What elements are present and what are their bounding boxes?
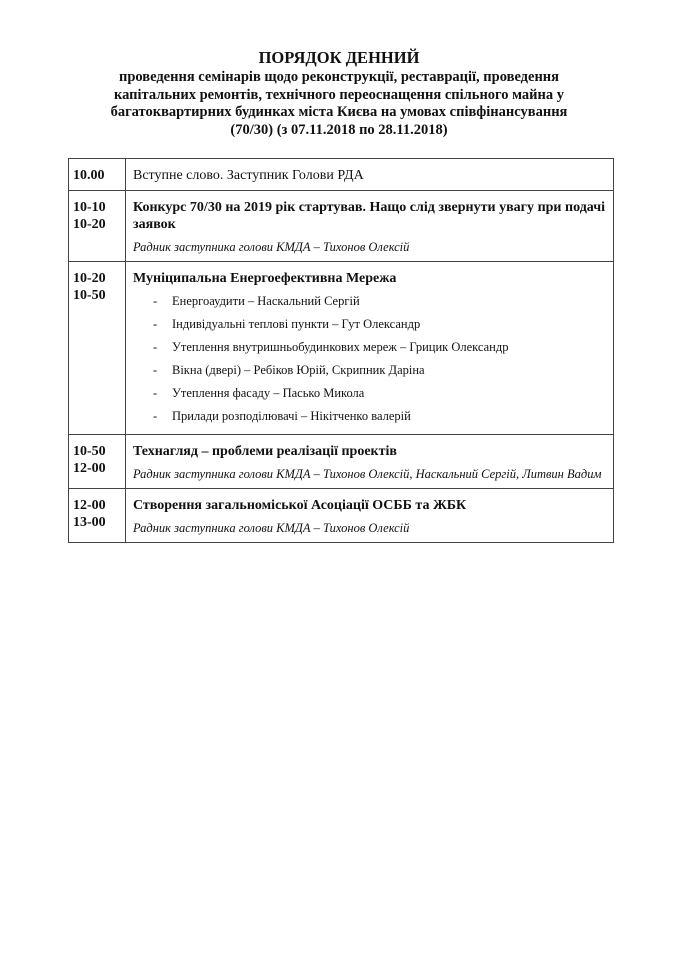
- document-subtitle: [60, 69, 618, 139]
- agenda-topic: Створення загальноміської Асоціації ОСББ та ЖБК: [133, 498, 467, 513]
- document-header: [60, 48, 618, 139]
- list-item: [133, 290, 605, 313]
- time-cell: [69, 191, 126, 262]
- time-end: 10-50: [73, 288, 106, 303]
- dash-bullet: -: [153, 340, 158, 354]
- content-cell: [126, 489, 614, 543]
- content-cell: [126, 159, 614, 191]
- time-start: 10-10: [73, 200, 106, 215]
- list-item-text: Вікна (двері) – Ребіков Юрій, Скрипник Даріна: [172, 363, 425, 377]
- time-start: 10-20: [73, 271, 106, 286]
- time-cell: [69, 435, 126, 489]
- list-item: [133, 313, 605, 336]
- agenda-row: [69, 435, 614, 489]
- agenda-topic: Конкурс 70/30 на 2019 рік стартував. Нащо слід звернути увагу при подачі заявок: [133, 200, 605, 232]
- document-title: ПОРЯДОК ДЕННИЙ: [258, 48, 420, 67]
- agenda-row: [69, 489, 614, 543]
- list-item: [133, 336, 605, 359]
- dash-bullet: -: [153, 294, 158, 308]
- list-item: [133, 405, 605, 428]
- subtitle-line: проведення семінарів щодо реконструкції, реставрації, проведення: [118, 69, 560, 85]
- dash-bullet: -: [153, 386, 158, 400]
- content-cell: [126, 262, 614, 435]
- agenda-row: [69, 191, 614, 262]
- agenda-topic: Муніципальна Енергоефективна Мережа: [133, 271, 397, 286]
- agenda-speaker: Радник заступника голови КМДА – Тихонов Олексій: [133, 521, 410, 535]
- content-cell: [126, 191, 614, 262]
- list-item-text: Прилади розподілювачі – Нікітченко валерій: [172, 409, 411, 423]
- agenda-speaker: Радник заступника голови КМДА – Тихонов Олексій, Наскальний Сергій, Литвин Вадим: [133, 467, 602, 481]
- list-item-text: Утеплення внутришньобудинкових мереж – Грицик Олександр: [172, 340, 509, 354]
- list-item-text: Утеплення фасаду – Пасько Микола: [172, 386, 365, 400]
- list-item: [133, 382, 605, 405]
- time-end: 12-00: [73, 461, 106, 476]
- agenda-topic: Вступне слово. Заступник Голови РДА: [133, 168, 364, 183]
- list-item-text: Енергоаудити – Наскальний Сергій: [172, 294, 360, 308]
- subtitle-line: (70/30) (з 07.11.2018 по 28.11.2018): [230, 121, 448, 138]
- subitem-list: [133, 290, 605, 428]
- subtitle-line: багатоквартирних будинках міста Києва на умовах співфінансування: [110, 104, 568, 120]
- time-end: 13-00: [73, 515, 106, 530]
- dash-bullet: -: [153, 409, 158, 423]
- time-cell: [69, 262, 126, 435]
- time-cell: [69, 159, 126, 191]
- content-cell: [126, 435, 614, 489]
- dash-bullet: -: [153, 317, 158, 331]
- list-item: [133, 359, 605, 382]
- time-cell: [69, 489, 126, 543]
- agenda-topic: Технагляд – проблеми реалізації проектів: [133, 444, 397, 459]
- time-end: 10-20: [73, 217, 106, 232]
- list-item-text: Індивідуальні теплові пункти – Гут Олександр: [172, 317, 421, 331]
- time-start: 12-00: [73, 498, 106, 513]
- dash-bullet: -: [153, 363, 158, 377]
- agenda-row: [69, 262, 614, 435]
- agenda-speaker: Радник заступника голови КМДА – Тихонов Олексій: [133, 240, 410, 254]
- subtitle-line: капітальних ремонтів, технічного переоснащення спільного майна у: [113, 86, 565, 103]
- time-start: 10.00: [73, 168, 105, 183]
- agenda-row: [69, 159, 614, 191]
- time-start: 10-50: [73, 444, 106, 459]
- agenda-table: [68, 158, 614, 543]
